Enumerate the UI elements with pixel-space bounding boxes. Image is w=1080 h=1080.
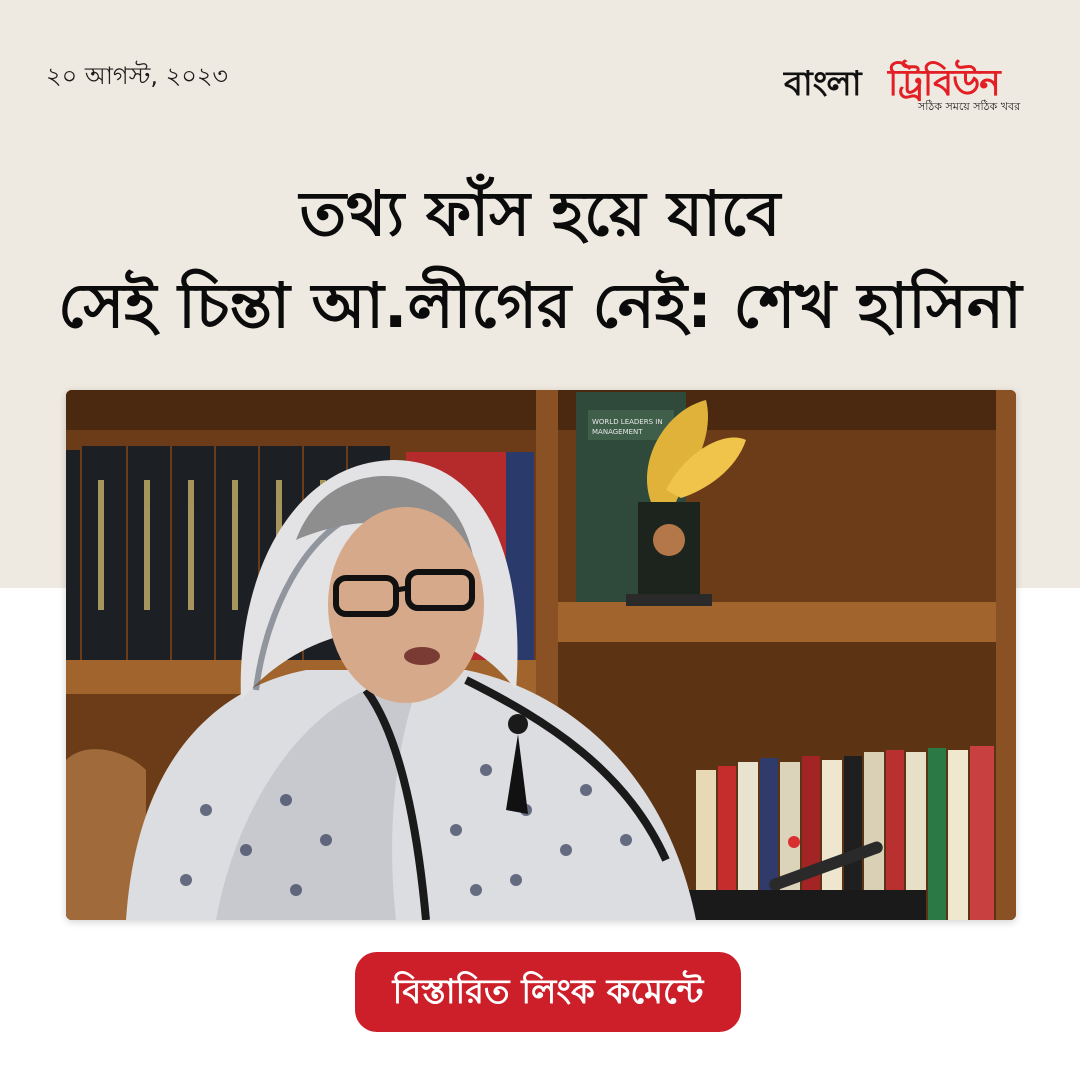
person-photo-icon — [66, 390, 1016, 920]
headline — [40, 168, 1040, 352]
headline-line-2: সেই চিন্তা আ.লীগের নেই: শেখ হাসিনা — [58, 269, 1022, 342]
brand-tagline: সঠিক সময়ে সঠিক খবর — [918, 100, 1021, 113]
headline-line-1: তথ্য ফাঁস হয়ে যাবে — [299, 177, 781, 250]
svg-text:WORLD LEADERS IN: WORLD LEADERS IN — [592, 418, 663, 426]
details-in-comment-button[interactable]: বিস্তারিত লিংক কমেন্টে — [355, 952, 741, 1032]
brand-logo[interactable] — [784, 58, 1021, 113]
brand-name-part1: বাংলা — [784, 64, 861, 104]
post-date: ২০ আগস্ট, ২০২৩ — [46, 62, 229, 90]
news-photo — [66, 390, 1016, 920]
brand-name-part2: ট্রিবিউন — [888, 63, 1000, 104]
svg-text:MANAGEMENT: MANAGEMENT — [592, 428, 643, 436]
